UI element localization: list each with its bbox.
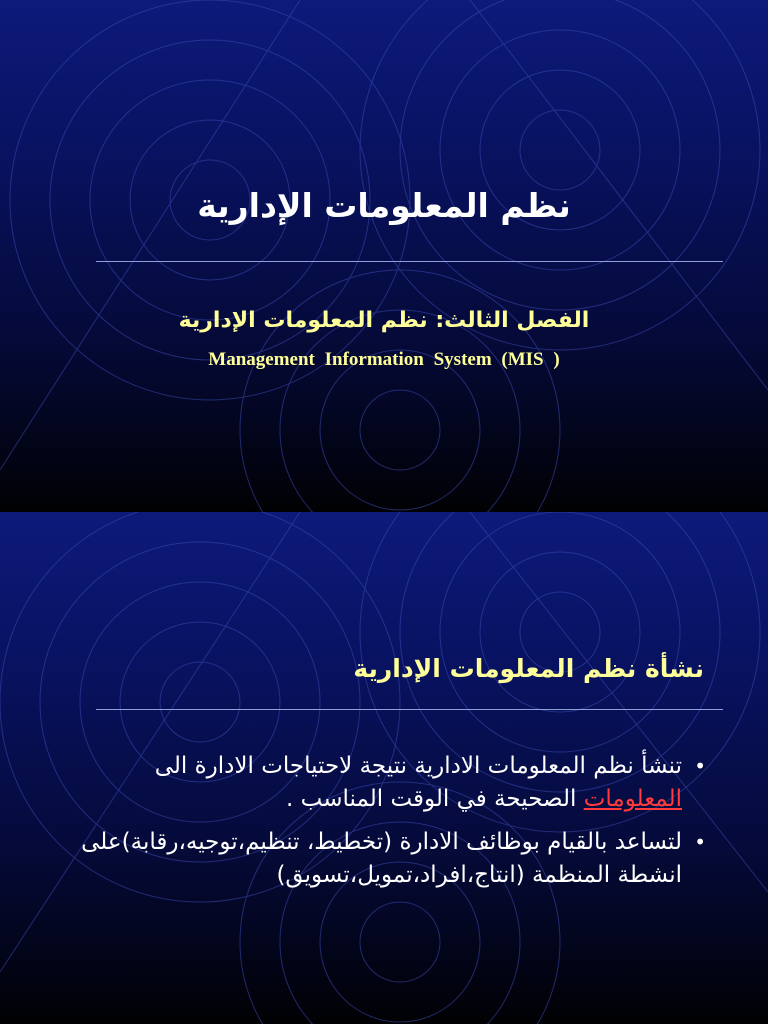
slide-2 [0,512,768,1024]
slide-2-title: نشأة نظم المعلومات الإدارية [353,654,704,683]
slide-1-title: نظم المعلومات الإدارية [197,186,571,225]
bullet-item [56,750,706,816]
bullet-text-start: تنشأ نظم المعلومات الادارية نتيجة لاحتياجات الادارة الى [154,753,682,779]
bullet-item [56,826,706,892]
english-subtitle: Management Information System (MIS ) [208,349,560,370]
bullet-list [56,750,706,902]
highlighted-term: المعلومات [583,786,682,812]
bullet-text-end: الصحيحة في الوقت المناسب . [286,786,584,812]
chapter-subtitle: الفصل الثالث: نظم المعلومات الإدارية [178,308,590,333]
title-divider [96,709,723,710]
bullet-dot-icon: • [694,830,706,854]
title-divider [96,261,723,262]
bullet-dot-icon: • [694,754,706,778]
bullet-text: لتساعد بالقيام بوظائف الادارة (تخطيط، تنظيم،توجيه،رقابة)على انشطة المنظمة (انتاج،افراد،تمويل،تسويق) [81,829,682,888]
